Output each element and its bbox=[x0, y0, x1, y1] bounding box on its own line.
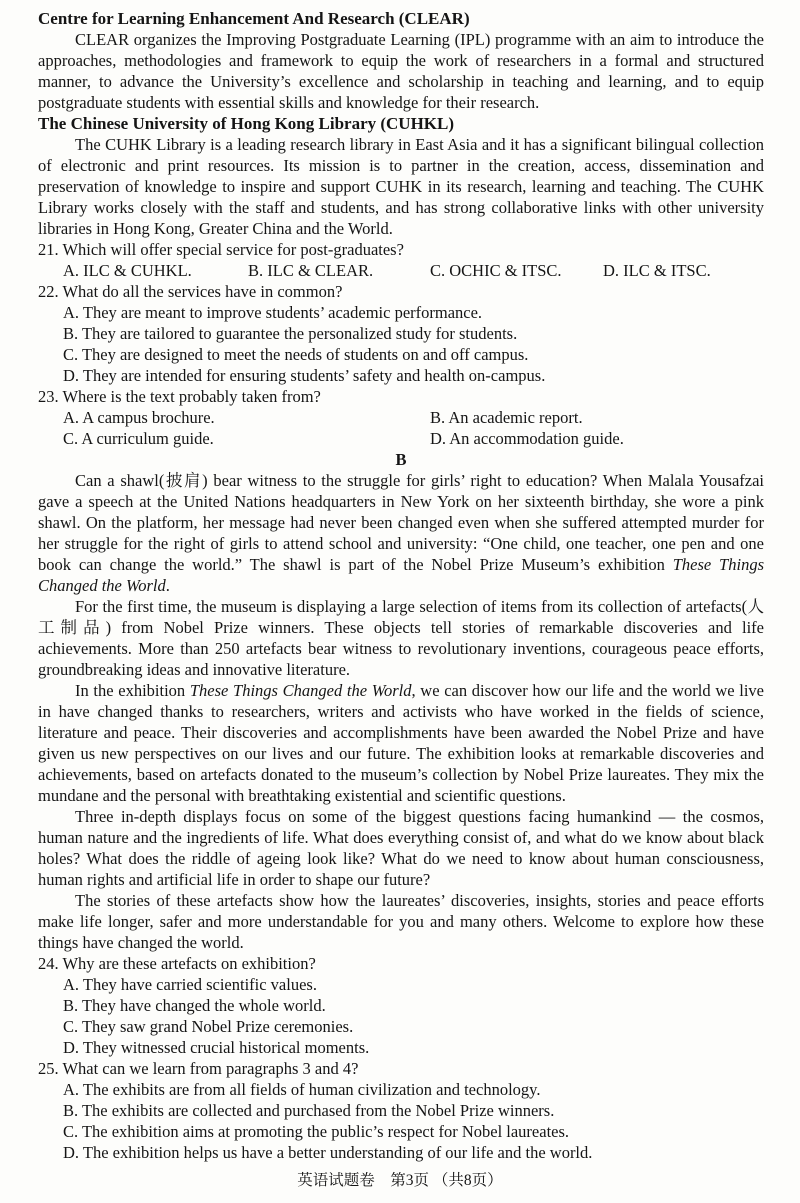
question-21-stem-line bbox=[38, 239, 764, 260]
question-25-stem: What can we learn from paragraphs 3 and 4? bbox=[62, 1059, 359, 1078]
question-21-option-d: D. ILC & ITSC. bbox=[603, 261, 711, 280]
question-23 bbox=[38, 386, 764, 449]
question-25 bbox=[38, 1058, 764, 1163]
question-23-option-c: C. A curriculum guide. bbox=[63, 429, 214, 448]
question-23-option-b: B. An academic report. bbox=[430, 408, 583, 427]
question-23-option-d: D. An accommodation guide. bbox=[430, 429, 624, 448]
question-21-stem: Which will offer special service for post-graduates? bbox=[62, 240, 404, 259]
question-21-option-a: A. ILC & CUHKL. bbox=[63, 261, 192, 280]
question-25-option-d: D. The exhibition helps us have a better understanding of our life and the world. bbox=[63, 1143, 593, 1162]
question-24-option-b: B. They have changed the whole world. bbox=[63, 996, 326, 1015]
question-22-stem: What do all the services have in common? bbox=[62, 282, 343, 301]
question-25-option-a: A. The exhibits are from all fields of human civilization and technology. bbox=[63, 1080, 541, 1099]
question-24-option-c: C. They saw grand Nobel Prize ceremonies. bbox=[63, 1017, 354, 1036]
question-24-option-a: A. They have carried scientific values. bbox=[63, 975, 317, 994]
passage-b-paragraph-5: The stories of these artefacts show how the laureates’ discoveries, insights, stories and peace efforts make life longer, safer and more understandable for you and many others. Welcome to explore how these things have changed the world. bbox=[38, 891, 764, 952]
question-24-stem-line bbox=[38, 953, 764, 974]
question-22-option-a: A. They are meant to improve students’ academic performance. bbox=[63, 303, 483, 322]
passage-b-paragraph-4: Three in-depth displays focus on some of the biggest questions facing humankind — the cosmos, human nature and the ingredients of life. What does everything consist of, and what do we know about black holes? What does the riddle of ageing look like? What do we need to know about human consciousness, human rights and artificial life in order to shape our future? bbox=[38, 807, 764, 889]
question-23-stem: Where is the text probably taken from? bbox=[62, 387, 321, 406]
question-23-number: 23. bbox=[38, 387, 59, 406]
clear-paragraph: CLEAR organizes the Improving Postgraduate Learning (IPL) programme with an aim to introduce the approaches, methodologies and framework to equip the work of researchers in a formal and structured manner, to advance the University’s excellence and scholarship in teaching and learning, and to equip postgraduate students with essential skills and knowledge for their research. bbox=[38, 30, 764, 112]
question-22-stem-line bbox=[38, 281, 764, 302]
passage-b-paragraph-3: In the exhibition These Things Changed the World, we can discover how our life and the world we live in have changed thanks to researchers, writers and activists who have worked in the fields of science, literature and peace. Their discoveries and accomplishments have been awarded the Nobel Prize and have given us new perspectives on our lives and our future. The exhibition looks at remarkable discoveries and achievements, based on artefacts donated to the museum’s collection by Nobel Prize laureates. They mix the mundane and the personal with breathtaking existential and scientific questions. bbox=[38, 681, 764, 805]
question-21-option-b: B. ILC & CLEAR. bbox=[248, 261, 374, 280]
question-23-stem-line bbox=[38, 386, 764, 407]
passage-b-label: B bbox=[395, 450, 407, 469]
question-23-options bbox=[38, 407, 764, 449]
question-24 bbox=[38, 953, 764, 1058]
question-21-options bbox=[38, 260, 764, 281]
question-21 bbox=[38, 239, 764, 281]
page-footer: 英语试题卷 第3页 （共8页） bbox=[297, 1172, 503, 1189]
question-23-option-a: A. A campus brochure. bbox=[63, 408, 215, 427]
question-21-option-c: C. OCHIC & ITSC. bbox=[430, 261, 562, 280]
passage-b-paragraph-2: For the first time, the museum is displaying a large selection of items from its collection of artefacts(人工制品) from Nobel Prize winners. These objects tell stories of remarkable discoveries and life achievements. More than 250 artefacts bear witness to revolutionary inventions, courageous peace efforts, groundbreaking ideas and innovative literature. bbox=[38, 597, 764, 679]
question-25-option-c: C. The exhibition aims at promoting the public’s respect for Nobel laureates. bbox=[63, 1122, 570, 1141]
question-25-number: 25. bbox=[38, 1059, 59, 1078]
question-22 bbox=[38, 281, 764, 386]
question-22-number: 22. bbox=[38, 282, 59, 301]
question-21-number: 21. bbox=[38, 240, 59, 259]
passage-b-paragraph-1: Can a shawl(披肩) bear witness to the struggle for girls’ right to education? When Malala Yousafzai gave a speech at the United Nations headquarters in New York on her sixteenth birthday, she wore a pink shawl. On the platform, her message had never been changed even when she suffered attempted murder for her struggle for the right of girls to attend school and university: “One child, one teacher, one pen and one book can change the world.” The shawl is part of the Nobel Prize Museum’s exhibition These Things Changed the World. bbox=[38, 471, 764, 595]
question-24-stem: Why are these artefacts on exhibition? bbox=[62, 954, 316, 973]
question-25-stem-line bbox=[38, 1058, 764, 1079]
clear-section-heading: Centre for Learning Enhancement And Research (CLEAR) bbox=[38, 9, 470, 28]
cuhkl-paragraph: The CUHK Library is a leading research library in East Asia and it has a significant bilingual collection of electronic and print resources. Its mission is to partner in the creation, access, dissemination and preservation of knowledge to inspire and support CUHK in its research, learning and teaching. The CUHK Library works closely with the staff and students, and has strong collaborative links with other university libraries in Hong Kong, Greater China and the World. bbox=[38, 135, 764, 238]
question-24-number: 24. bbox=[38, 954, 59, 973]
question-22-option-b: B. They are tailored to guarantee the personalized study for students. bbox=[63, 324, 518, 343]
question-22-option-d: D. They are intended for ensuring students’ safety and health on-campus. bbox=[63, 366, 546, 385]
question-25-option-b: B. The exhibits are collected and purchased from the Nobel Prize winners. bbox=[63, 1101, 555, 1120]
cuhkl-section-heading: The Chinese University of Hong Kong Library (CUHKL) bbox=[38, 114, 455, 133]
question-24-option-d: D. They witnessed crucial historical moments. bbox=[63, 1038, 370, 1057]
question-22-option-c: C. They are designed to meet the needs of students on and off campus. bbox=[63, 345, 529, 364]
